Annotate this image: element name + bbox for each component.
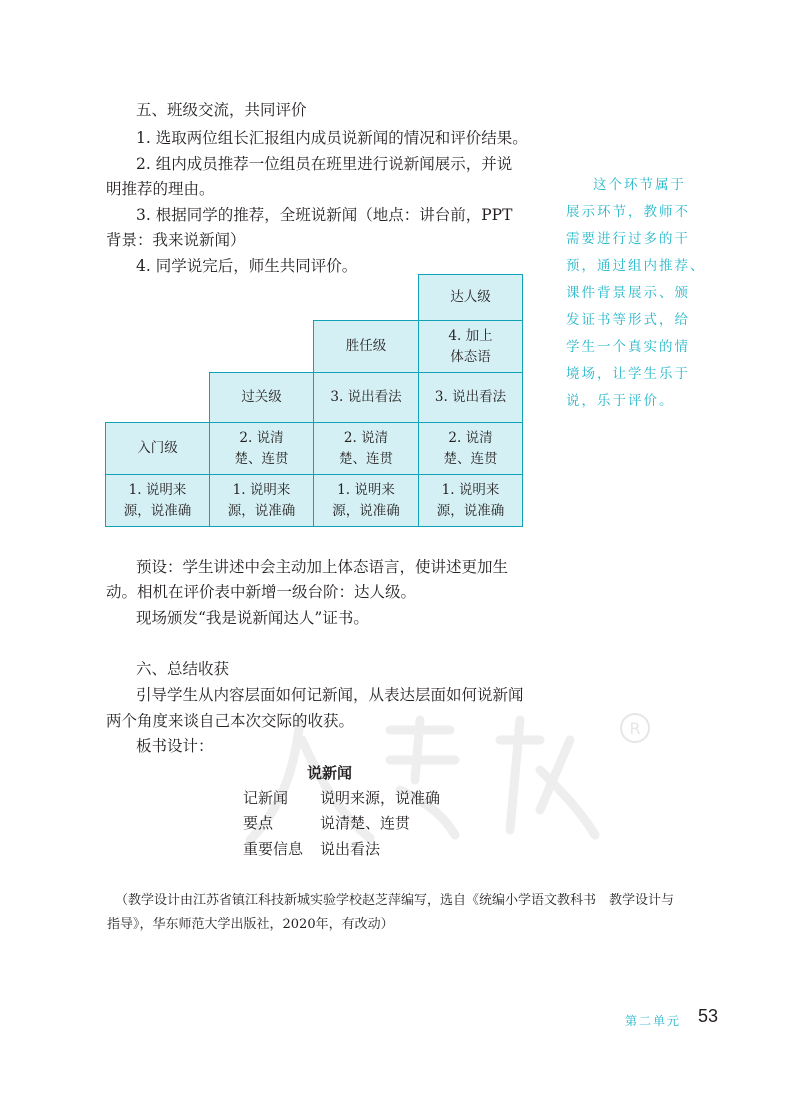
side-note-line: 说，乐于评价。: [566, 393, 675, 409]
level-pass: 过关级: [209, 372, 314, 423]
section5-step4: 4. 同学说完后，师生共同评价。: [136, 257, 358, 275]
preset-line2: 动。相机在评价表中新增一级台阶：达人级。: [106, 583, 417, 601]
competent-explain-cell: [313, 474, 419, 527]
cell-line: 2. 说清: [448, 429, 493, 446]
section6-line2: 两个角度来谈自己本次交际的收获。: [106, 712, 355, 730]
side-note-line: 学生一个真实的情: [566, 339, 690, 355]
section5-step2-line2: 明推荐的理由。: [106, 180, 215, 198]
cell-line: 楚、连贯: [443, 450, 498, 467]
side-note-line: 需要进行过多的干: [566, 231, 690, 247]
cell-line: 1. 说明来: [232, 481, 291, 498]
source-reference: [107, 889, 725, 937]
board-title: 说新闻: [307, 764, 353, 782]
section5-heading: 五、班级交流，共同评价: [136, 101, 307, 119]
board-design-label: 板书设计：: [136, 737, 214, 755]
side-note-line: 这个环节属于: [593, 177, 686, 193]
preset-line1: 预设：学生讲述中会主动加上体态语言，使讲述更加生: [136, 558, 509, 576]
board-row1-right: 说明来源，说准确: [320, 789, 441, 807]
board-row2-right: 说清楚、连贯: [320, 814, 411, 832]
board-row3-left: 重要信息: [243, 840, 304, 858]
cell-line: 源，说准确: [332, 502, 400, 519]
cell-line: 体态语: [450, 348, 491, 365]
cell-line: 4. 加上: [448, 327, 493, 344]
board-row2-left: 要点: [243, 814, 274, 832]
cell-line: 源，说准确: [436, 502, 505, 519]
expert-opinion-cell: 3. 说出看法: [418, 372, 523, 423]
entry-explain-cell: [105, 474, 210, 527]
reference-line2: 指导》，华东师范大学出版社，2020年，有改动）: [107, 917, 394, 932]
cell-line: 1. 说明来: [441, 481, 500, 498]
reference-line1: （教学设计由江苏省镇江科技新城实验学校赵芝萍编写，选自《统编小学语文教科书 教学设计与: [115, 893, 675, 908]
page-number: 53: [698, 1006, 719, 1026]
cell-line: 1. 说明来: [337, 481, 395, 498]
cell-line: 楚、连贯: [339, 450, 393, 467]
section5-step1: 1. 选取两位组长汇报组内成员说新闻的情况和评价结果。: [136, 129, 528, 147]
competent-clear-cell: [313, 422, 419, 475]
cell-line: 2. 说清: [343, 429, 389, 446]
section5-step2-line1: 2. 组内成员推荐一位组员在班里进行说新闻展示，并说: [136, 155, 513, 173]
expert-body-language-cell: [418, 320, 523, 373]
cell-line: 1. 说明来: [128, 481, 187, 498]
side-note-line: 预，通过组内推荐、: [566, 258, 706, 274]
competent-opinion-cell: 3. 说出看法: [313, 372, 419, 423]
level-competent: 胜任级: [313, 320, 419, 373]
side-note-line: 发证书等形式，给: [566, 312, 690, 328]
section6-line1: 引导学生从内容层面如何记新闻，从表达层面如何说新闻: [136, 686, 524, 704]
section6-heading: 六、总结收获: [136, 660, 230, 678]
expert-explain-cell: [418, 474, 523, 527]
cell-line: 楚、连贯: [234, 450, 289, 467]
side-note-line: 境场，让学生乐于: [566, 366, 690, 382]
level-entry: 入门级: [105, 422, 210, 475]
svg-text:R: R: [629, 719, 641, 738]
board-row1-left: 记新闻: [243, 789, 289, 807]
side-note: [566, 172, 726, 415]
cell-line: 源，说准确: [123, 502, 192, 519]
expert-clear-cell: [418, 422, 523, 475]
side-note-line: 课件背景展示、颁: [566, 285, 690, 301]
side-note-line: 展示环节，教师不: [566, 204, 690, 220]
pass-explain-cell: [209, 474, 314, 527]
board-row3-right: 说出看法: [320, 840, 381, 858]
section5-step3-line1: 3. 根据同学的推荐，全班说新闻（地点：讲台前，PPT: [136, 206, 513, 224]
level-expert: 达人级: [418, 274, 523, 321]
section5-step3-line2: 背景：我来说新闻）: [106, 231, 246, 249]
cell-line: 源，说准确: [227, 502, 296, 519]
cell-line: 2. 说清: [239, 429, 284, 446]
preset-line3: 现场颁发“我是说新闻达人”证书。: [136, 609, 369, 627]
footer-unit: 第二单元: [625, 1014, 682, 1028]
pass-clear-cell: [209, 422, 314, 475]
